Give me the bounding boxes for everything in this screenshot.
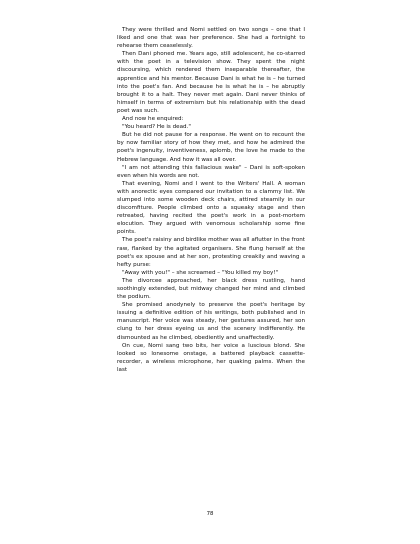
paragraph: "I am not attending this fallacious wake" – Dani is soft-spoken even when his words are not. [117, 164, 305, 179]
paragraph: But he did not pause for a response. He went on to recount the by now familiar story of how they met, and how he admired the poet's ingenuity, inventiveness, aplomb, the love he made to the Hebrew language. And how it was all over. [117, 132, 305, 163]
paragraph: The poet's raisiny and birdlike mother was all aflutter in the front raw, flanked by the agitated organisers. She flung herself at the poet's ex spouse and at her son, protesting creakily and waving a hefty purse: [117, 237, 305, 268]
page-number: 78 [206, 511, 214, 517]
paragraph: On cue, Nomi sang two bits, her voice a luscious blond. She looked so lonesome onstage, a battered playback cassette-recorder, a wireless microphone, her quaking palms. When the last [117, 342, 305, 373]
paragraph: "Away with you!" – she screamed – "You killed my boy!" [122, 269, 279, 276]
paragraph: And now he enquired: [122, 116, 184, 123]
paragraph: Then Dani phoned me. Years ago, still adolescent, he co-starred with the poet in a television show. They spent the night discoursing, which rendered them inseparable thereafter, the apprentice and his mentor. Because Dani is what he is – he turned into the poet's fan. And because he is what he is – he abruptly brought it to a halt. They never met again. Dani never thinks of himself in terms of extremism but his relationship with the dead poet was such. [117, 51, 305, 114]
body-text [117, 26, 305, 374]
paragraph: They were thrilled and Nomi settled on two songs – one that I liked and one that was her preference. She had a fortnight to rehearse them ceaselessly. [117, 27, 305, 50]
paragraph: The divorcee approached, her black dress rustling, hand soothingly extended, but midway changed her mind and climbed the podium. [117, 277, 305, 301]
paragraph: She promised anodynely to preserve the poet's heritage by issuing a definitive edition of his writings, both published and in manuscript. Her voice was steady, her gestures assured, her son clung to her dress eyeing us and the scenery indifferently. He dismounted as he climbed, obediently and unaffectedly. [117, 302, 305, 341]
paragraph: That evening, Nomi and I went to the Writers' Hall. A woman with anorectic eyes compared our invitation to a clammy list. We slumped into some wooden deck chairs, attired steamily in our discomfiture. People climbed onto a squeaky stage and then retreated, having recited the poet's work in a post-mortem elocution. They argued with venomous scholarship some fine points. [117, 180, 305, 236]
paragraph: "You heard? He is dead." [122, 124, 191, 131]
